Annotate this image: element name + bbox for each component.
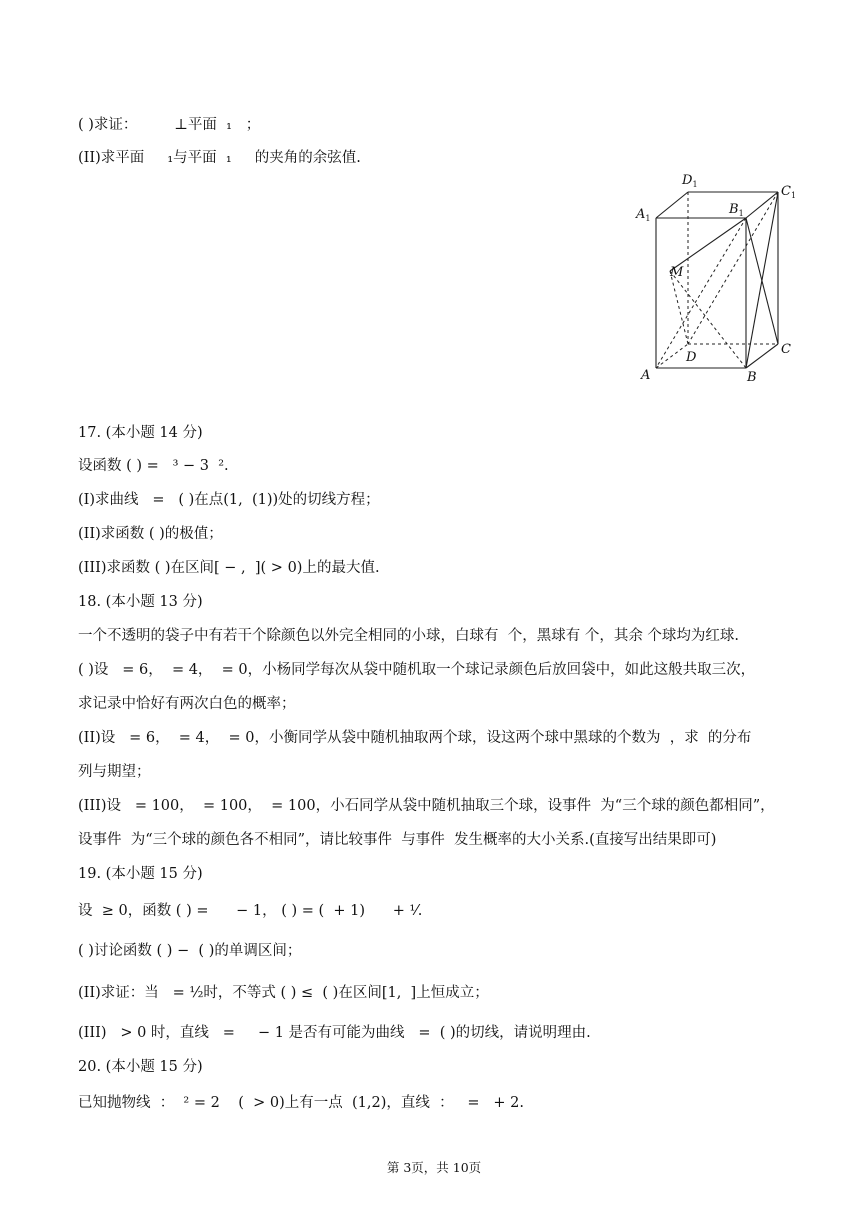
text-line: 已知抛物线 ： ² = 2 ( > 0)上有一点 (1,2)，直线 ： = + 2.	[78, 1095, 525, 1111]
text-line: 求记录中恰好有两次白色的概率；	[78, 696, 296, 712]
prism-figure	[630, 168, 810, 390]
hidden-mb	[670, 271, 746, 368]
label-d1: $D_1$	[682, 173, 698, 189]
label-a: A	[641, 368, 651, 383]
text-line: (III) > 0 时，直线 = − 1 是否有可能为曲线 = ( )的切线，请说明理由.	[78, 1025, 591, 1041]
hidden-edge-ad	[656, 344, 688, 368]
text-line: ( )设 = 6， = 4， = 0，小杨同学每次从袋中随机取一个球记录颜色后放回袋中，如此这般共取三次，	[78, 662, 756, 678]
text-line: 列与期望；	[78, 764, 151, 780]
text-line: 20. (本小题 15 分)	[78, 1059, 203, 1075]
page-footer: 第 3页，共 10页	[386, 1160, 482, 1175]
text-line: ( )讨论函数 ( ) − ( )的单调区间；	[78, 943, 302, 959]
edge-b1c1	[746, 192, 778, 218]
text-line: (III)设 = 100， = 100， = 100，小石同学从袋中随机抽取三个球，设事件 为“三个球的颜色都相同”，	[78, 798, 775, 814]
text-line: (II)设 = 6， = 4， = 0，小衡同学从袋中随机抽取两个球，设这两个球中黑球的个数为 ，求 的分布	[78, 730, 752, 746]
text-line: 设函数 ( ) = ³ − 3 ².	[78, 458, 229, 474]
text-line: ( )求证： ⊥平面 ₁ ；	[78, 117, 261, 133]
text-line: 一个不透明的袋子中有若干个除颜色以外完全相同的小球，白球有 个，黑球有 个，其余 个球均为红球.	[78, 628, 740, 644]
segment-mb1	[670, 218, 746, 271]
label-b1: $B_1$	[729, 202, 744, 218]
text-line: (II)求证：当 = ½时，不等式 ( ) ≤ ( )在区间[1, ]上恒成立；	[78, 985, 489, 1001]
edge-a1d1	[656, 192, 688, 218]
text-line: (II)求函数 ( )的极值；	[78, 526, 223, 542]
text-line: 17. (本小题 14 分)	[78, 425, 203, 441]
text-line: 设事件 为“三个球的颜色各不相同”，请比较事件 与事件 发生概率的大小关系.(直接写出结果即可)	[78, 832, 717, 848]
text-line: (II)求平面 ₁与平面 ₁ 的夹角的余弦值.	[78, 150, 361, 166]
text-line: 18. (本小题 13 分)	[78, 594, 203, 610]
label-a1: $A_1$	[636, 207, 651, 223]
label-b: B	[747, 370, 757, 385]
text-line: 19. (本小题 15 分)	[78, 866, 203, 882]
label-c1: $C_1$	[781, 184, 797, 200]
label-d: D	[686, 350, 697, 365]
label-c: C	[781, 342, 791, 357]
text-line: (III)求函数 ( )在区间[ − , ]( > 0)上的最大值.	[78, 560, 380, 576]
text-line: (I)求曲线 = ( )在点(1, (1))处的切线方程；	[78, 492, 380, 508]
label-m: M	[670, 265, 684, 280]
prism-diagram	[630, 168, 810, 390]
edge-bc	[746, 344, 778, 368]
hidden-b1a	[656, 218, 746, 368]
text-line: 设 ≥ 0，函数 ( ) = − 1， ( ) = ( + 1) + ¹⁄.	[78, 903, 423, 919]
